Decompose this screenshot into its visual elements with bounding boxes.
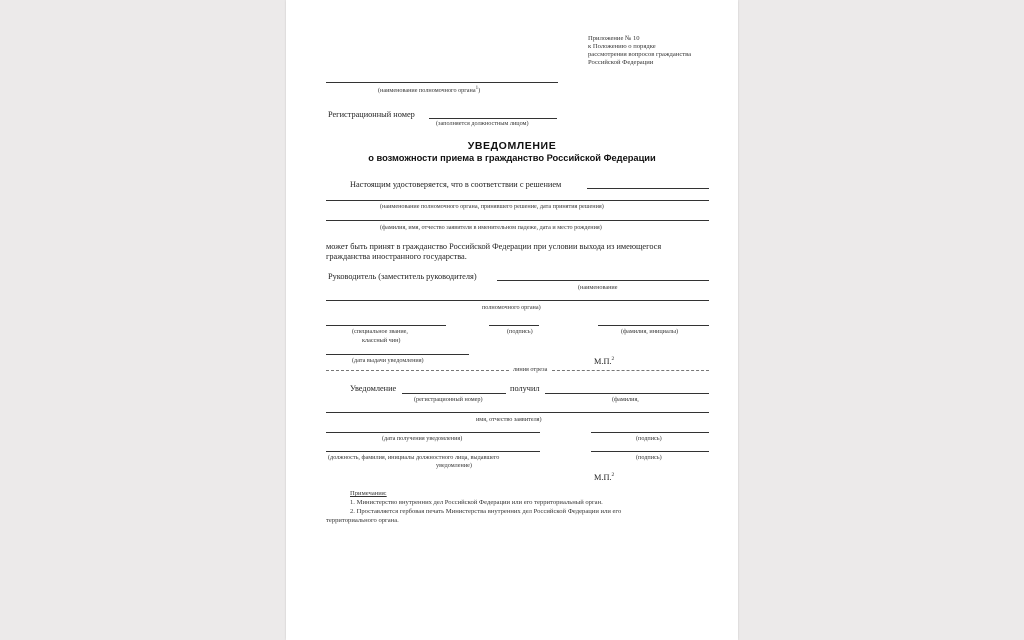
receipt-notice-label: Уведомление — [350, 384, 397, 393]
decision-field-line-1 — [587, 188, 709, 189]
authority-footnote-mark: 1 — [475, 86, 479, 91]
receipt-name-caption: имя, отчество заявителя) — [476, 416, 542, 423]
rank-field-line — [326, 325, 446, 326]
head-signature-field-line — [489, 325, 539, 326]
note-2-line-2: территориального органа. — [326, 517, 399, 524]
receipt-name-field-line — [326, 412, 709, 413]
official-caption-1: (должность, фамилия, инициалы должностного лица, выдавшего — [328, 454, 500, 461]
head-label: Руководитель (заместитель руководителя) — [328, 272, 477, 281]
registration-field-line — [429, 118, 557, 119]
authority-caption-close: ) — [478, 87, 481, 95]
registration-caption: (заполняется должностным лицом) — [436, 120, 529, 127]
cut-line-right — [552, 370, 709, 371]
receive-date-field-line — [326, 432, 540, 433]
condition-line-1: может быть принят в гражданство Российской Федерации при условии выхода из имеющегося — [326, 242, 662, 251]
head-org-field-line — [326, 300, 709, 301]
authority-caption — [378, 86, 480, 94]
authority-field-line — [326, 82, 558, 83]
receipt-signature-caption-1: (подпись) — [636, 435, 662, 442]
receipt-stamp-note: 2 — [611, 472, 615, 478]
document-subtitle: о возможности приема в гражданство Российской Федерации — [368, 153, 656, 163]
certify-text: Настоящим удостоверяется, что в соответствии с решением — [350, 180, 562, 189]
receipt-stamp — [594, 472, 614, 482]
note-1: 1. Министерство внутренних дел Российской Федерации или его территориальный орган. — [350, 499, 603, 506]
head-field-line — [497, 280, 709, 281]
surname-caption: (фамилия, — [612, 396, 639, 403]
appendix-line-2: к Положению о порядке — [588, 43, 656, 50]
receipt-signature-field-line-1 — [591, 432, 709, 433]
condition-line-2: гражданства иностранного государства. — [326, 252, 467, 261]
appendix-line-3: рассмотрения вопросов гражданства — [588, 51, 692, 58]
head-stamp-note: 2 — [611, 356, 615, 362]
receipt-received-label: получил — [510, 384, 540, 393]
appendix-line-1: Приложение № 10 — [588, 35, 640, 42]
head-stamp — [594, 356, 614, 366]
rank-caption-2: классный чин) — [362, 337, 401, 344]
authority-caption-text: (наименование полномочного органа — [378, 87, 476, 95]
document-title: УВЕДОМЛЕНИЕ — [467, 140, 557, 152]
head-signature-caption: (подпись) — [507, 328, 533, 335]
person-field-line — [326, 220, 709, 221]
receipt-surname-field-line — [545, 393, 709, 394]
note-2-line-1: 2. Проставляется гербовая печать Министерства внутренних дел Российской Федерации или его — [350, 508, 622, 515]
head-stamp-text: М.П. — [594, 356, 612, 366]
appendix-line-4: Российской Федерации — [588, 59, 654, 66]
issue-date-field-line — [326, 354, 469, 355]
cut-line-left — [326, 370, 509, 371]
registration-label: Регистрационный номер — [328, 110, 415, 119]
reg-number-caption: (регистрационный номер) — [414, 396, 483, 403]
official-field-line — [326, 451, 540, 452]
cut-line-label: линия отреза — [513, 366, 548, 373]
decision-caption: (наименование полномочного органа, принявшего решение, дата принятия решения) — [380, 203, 604, 210]
head-org-caption: полномочного органа) — [482, 304, 541, 311]
receipt-stamp-text: М.П. — [594, 472, 612, 482]
person-caption: (фамилия, имя, отчество заявителя в именительном падеже, дата и место рождения) — [380, 224, 602, 231]
receipt-signature-caption-2: (подпись) — [636, 454, 662, 461]
notes-heading: Примечания: — [350, 490, 387, 497]
issue-date-caption: (дата выдачи уведомления) — [352, 357, 424, 364]
document-page — [286, 0, 738, 640]
official-caption-2: уведомление) — [436, 462, 472, 469]
head-initials-caption: (фамилия, инициалы) — [621, 328, 679, 335]
receipt-signature-field-line-2 — [591, 451, 709, 452]
head-name-caption: (наименование — [578, 284, 618, 291]
reg-number-field-line — [402, 393, 506, 394]
receive-date-caption: (дата получения уведомления) — [382, 435, 463, 442]
head-initials-field-line — [598, 325, 709, 326]
rank-caption-1: (специальное звание, — [352, 328, 408, 335]
decision-field-line-2 — [326, 200, 709, 201]
